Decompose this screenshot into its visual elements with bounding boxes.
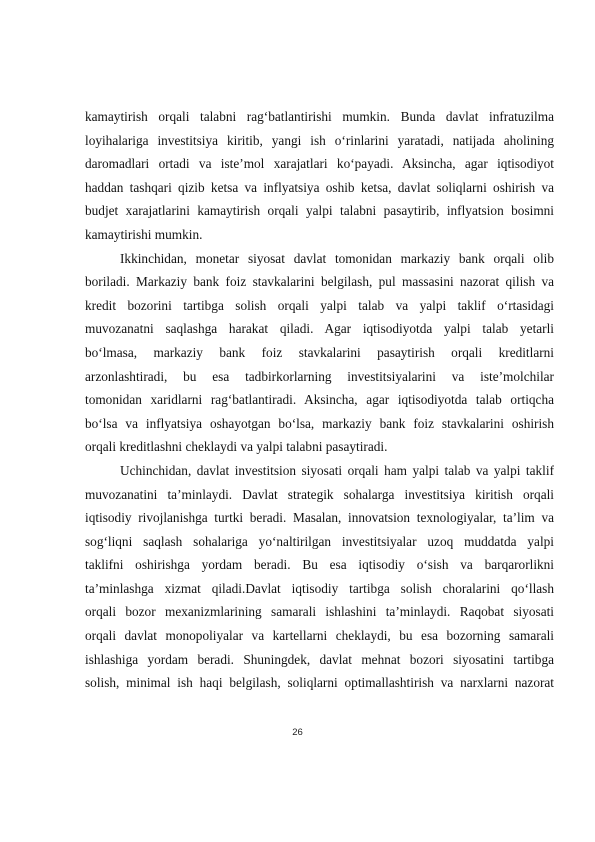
text-line: orqali kreditlashni cheklaydi va yalpi talabni pasaytiradi. (85, 439, 388, 455)
text-line: bo‘lsa va inflyatsiya oshayotgan bo‘lsa, markaziy bank foiz stavkalarini oshirish (85, 415, 554, 431)
text-line: ta’minlashga xizmat qiladi.Davlat iqtisodiy tartibga solish choralarini qo‘llash (85, 580, 554, 596)
text-line: tomonidan xaridlarni rag‘batlantiradi. Aksincha, agar iqtisodiyotda talab ortiqcha (85, 392, 554, 408)
text-line: ishlashiga yordam beradi. Shuningdek, davlat mehnat bozori siyosatini tartibga (85, 651, 554, 667)
text-line: orqali davlat monopoliyalar va kartellarni cheklaydi, bu esa bozorning samarali (85, 628, 554, 644)
text-line: arzonlashtiradi, bu esa tadbirkorlarning investitsiyalarini va iste’molchilar (85, 368, 554, 384)
body-text (85, 105, 554, 695)
text-line: kredit bozorini tartibga solish orqali yalpi talab va yalpi taklif o‘rtasidagi (85, 297, 554, 313)
text-line: kamaytirishi mumkin. (85, 226, 203, 242)
text-line: orqali bozor mexanizmlarining samarali ishlashini ta’minlaydi. Raqobat siyosati (85, 604, 554, 620)
text-line: Uchinchidan, davlat investitsion siyosati orqali ham yalpi talab va yalpi taklif (120, 462, 554, 478)
text-line: solish, minimal ish haqi belgilash, soliqlarni optimallashtirish va narxlarni nazorat (85, 675, 554, 691)
text-line: bo‘lmasa, markaziy bank foiz stavkalarini pasaytirish orqali kreditlarni (85, 344, 554, 360)
text-line: daromadlari ortadi va iste’mol xarajatlari ko‘payadi. Aksincha, agar iqtisodiyot (85, 156, 554, 172)
text-line: budjet xarajatlarini kamaytirish orqali yalpi talabni pasaytirib, inflyatsion bosimni (85, 203, 554, 219)
text-line: muvozanatni saqlashga harakat qiladi. Agar iqtisodiyotda yalpi talab yetarli (85, 321, 554, 337)
page-number: 26 (292, 727, 303, 738)
text-line: kamaytirish orqali talabni rag‘batlantirishi mumkin. Bunda davlat infratuzilma (85, 109, 554, 124)
text-line: boriladi. Markaziy bank foiz stavkalarini belgilash, pul massasini nazorat qilish va (85, 274, 554, 290)
text-line: taklifni oshirishga yordam beradi. Bu esa iqtisodiy o‘sish va barqarorlikni (85, 557, 554, 573)
text-line: iqtisodiy rivojlanishga turtki beradi. Masalan, innovatsion texnologiyalar, ta’lim va (85, 510, 554, 526)
text-line: muvozanatini ta’minlaydi. Davlat strategik sohalarga investitsiya kiritish orqali (85, 486, 554, 502)
text-line: sog‘liqni saqlash sohalariga yo‘naltirilgan investitsiyalar uzoq muddatda yalpi (85, 533, 554, 549)
text-line: haddan tashqari qizib ketsa va inflyatsiya oshib ketsa, davlat soliqlarni oshirish va (85, 179, 554, 195)
text-line: Ikkinchidan, monetar siyosat davlat tomonidan markaziy bank orqali olib (120, 250, 554, 266)
text-line: loyihalariga investitsiya kiritib, yangi ish o‘rinlarini yaratadi, natijada aholining (85, 132, 554, 148)
